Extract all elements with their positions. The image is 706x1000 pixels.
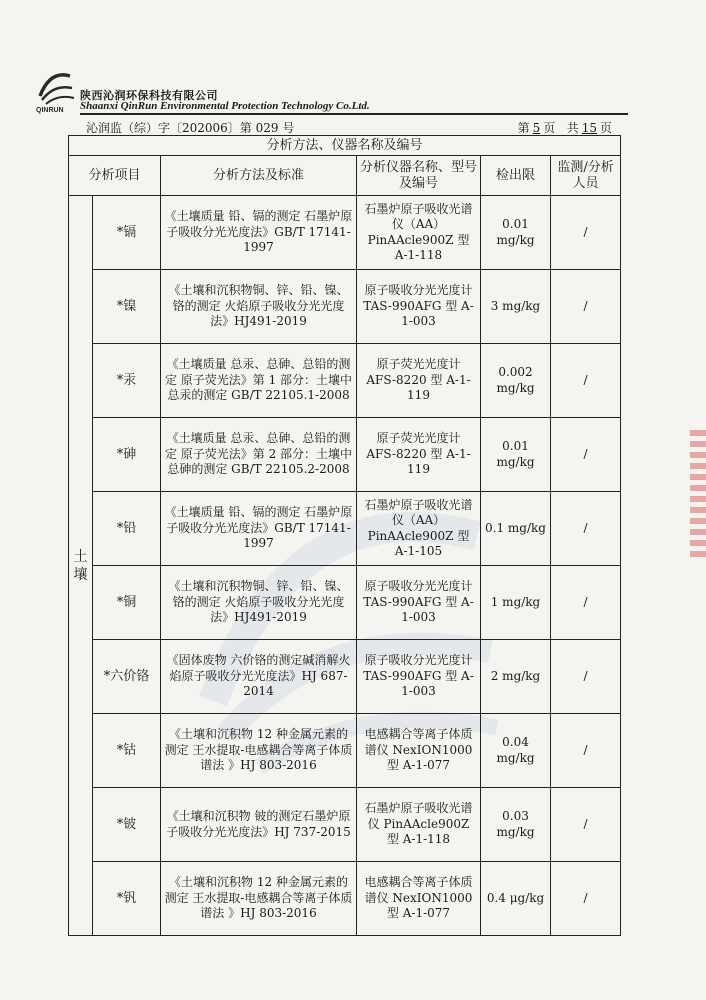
table-header-row: [69, 156, 621, 196]
analyst-cell: /: [551, 196, 621, 270]
total-prefix: 共: [566, 121, 579, 135]
analyst-cell: /: [551, 492, 621, 566]
detection-limit-cell: 0.01 mg/kg: [481, 418, 551, 492]
table-row: [69, 270, 621, 344]
total-pages: 15: [581, 121, 597, 135]
header-analyst: 监测/分析人员: [551, 156, 621, 196]
total-unit: 页: [599, 121, 612, 135]
analyst-cell: /: [551, 640, 621, 714]
analysis-item-cell: *铜: [93, 566, 161, 640]
analyst-cell: /: [551, 862, 621, 936]
instrument-cell: 电感耦合等离子体质谱仪 NexION1000 型 A-1-077: [357, 862, 481, 936]
company-logo-icon: [36, 66, 76, 114]
analysis-method-table: [68, 135, 621, 936]
method-cell: 《土壤质量 铅、镉的测定 石墨炉原子吸收分光光度法》GB/T 17141-1997: [161, 196, 357, 270]
table-row: [69, 714, 621, 788]
analysis-item-cell: *铅: [93, 492, 161, 566]
table-row: [69, 418, 621, 492]
analyst-cell: /: [551, 418, 621, 492]
company-name-en: Shaanxi QinRun Environmental Protection Technology Co.Ltd.: [80, 100, 370, 112]
header-method: 分析方法及标准: [161, 156, 357, 196]
analysis-item-cell: *砷: [93, 418, 161, 492]
instrument-cell: 电感耦合等离子体质谱仪 NexION1000 型 A-1-077: [357, 714, 481, 788]
analysis-item-cell: *镍: [93, 270, 161, 344]
analysis-item-cell: *铍: [93, 788, 161, 862]
instrument-cell: 石墨炉原子吸收光谱仪（AA）PinAAcle900Z 型 A-1-118: [357, 196, 481, 270]
detection-limit-cell: 0.01 mg/kg: [481, 196, 551, 270]
company-name-cn: 陕西沁润环保科技有限公司: [80, 89, 218, 102]
table-row: [69, 788, 621, 862]
page-info: [518, 119, 612, 136]
analyst-cell: /: [551, 566, 621, 640]
analyst-cell: /: [551, 788, 621, 862]
analyst-cell: /: [551, 270, 621, 344]
instrument-cell: 原子吸收分光光度计 TAS-990AFG 型 A-1-003: [357, 640, 481, 714]
instrument-cell: 原子荧光光度计 AFS-8220 型 A-1-119: [357, 344, 481, 418]
table-title: 分析方法、仪器名称及编号: [69, 136, 621, 156]
table-row: [69, 566, 621, 640]
detection-limit-cell: 1 mg/kg: [481, 566, 551, 640]
header-instrument: 分析仪器名称、型号及编号: [357, 156, 481, 196]
method-cell: 《土壤和沉积物 12 种金属元素的测定 王水提取-电感耦合等离子体质谱法 》HJ 803-2016: [161, 714, 357, 788]
analysis-item-cell: *钴: [93, 714, 161, 788]
table-row: [69, 344, 621, 418]
analyst-cell: /: [551, 344, 621, 418]
detection-limit-cell: 3 mg/kg: [481, 270, 551, 344]
table-row: [69, 492, 621, 566]
table-row: [69, 862, 621, 936]
header-detection-limit: 检出限: [481, 156, 551, 196]
analysis-item-cell: *钒: [93, 862, 161, 936]
method-cell: 《固体废物 六价铬的测定碱消解火焰原子吸收分光光度法》HJ 687-2014: [161, 640, 357, 714]
detection-limit-cell: 0.002 mg/kg: [481, 344, 551, 418]
method-cell: 《土壤质量 总汞、总砷、总铅的测定 原子荧光法》第 2 部分：土壤中总砷的测定 GB/T 22105.2-2008: [161, 418, 357, 492]
table-title-row: [69, 136, 621, 156]
method-cell: 《土壤质量 总汞、总砷、总铅的测定 原子荧光法》第 1 部分：土壤中总汞的测定 GB/T 22105.1-2008: [161, 344, 357, 418]
seal-stamp-edge: [690, 430, 706, 560]
page-prefix: 第: [517, 121, 530, 135]
instrument-cell: 石墨炉原子吸收光谱仪（AA）PinAAcle900Z 型 A-1-105: [357, 492, 481, 566]
table-row: [69, 640, 621, 714]
header-divider: [80, 113, 628, 115]
detection-limit-cell: 0.04 mg/kg: [481, 714, 551, 788]
method-cell: 《土壤和沉积物铜、锌、铅、镍、铬的测定 火焰原子吸收分光光度法》HJ491-2019: [161, 270, 357, 344]
detection-limit-cell: 0.1 mg/kg: [481, 492, 551, 566]
method-cell: 《土壤和沉积物铜、锌、铅、镍、铬的测定 火焰原子吸收分光光度法》HJ491-2019: [161, 566, 357, 640]
detection-limit-cell: 0.4 μg/kg: [481, 862, 551, 936]
method-cell: 《土壤质量 铅、镉的测定 石墨炉原子吸收分光光度法》GB/T 17141-1997: [161, 492, 357, 566]
analysis-item-cell: *汞: [93, 344, 161, 418]
instrument-cell: 石墨炉原子吸收光谱仪 PinAAcle900Z 型 A-1-118: [357, 788, 481, 862]
page-number: 5: [532, 121, 541, 135]
logo-text: QINRUN: [36, 107, 64, 114]
category-cell: 土 壤: [69, 196, 93, 936]
instrument-cell: 原子吸收分光光度计 TAS-990AFG 型 A-1-003: [357, 566, 481, 640]
method-cell: 《土壤和沉积物 铍的测定石墨炉原子吸收分光光度法》HJ 737-2015: [161, 788, 357, 862]
analyst-cell: /: [551, 714, 621, 788]
instrument-cell: 原子荧光光度计 AFS-8220 型 A-1-119: [357, 418, 481, 492]
detection-limit-cell: 0.03 mg/kg: [481, 788, 551, 862]
page-unit: 页: [543, 121, 556, 135]
analysis-item-cell: *镉: [93, 196, 161, 270]
document-number: 沁润监（综）字〔202006〕第 029 号: [86, 121, 295, 135]
method-cell: 《土壤和沉积物 12 种金属元素的测定 王水提取-电感耦合等离子体质谱法 》HJ 803-2016: [161, 862, 357, 936]
detection-limit-cell: 2 mg/kg: [481, 640, 551, 714]
instrument-cell: 原子吸收分光光度计 TAS-990AFG 型 A-1-003: [357, 270, 481, 344]
table-row: [69, 196, 621, 270]
analysis-item-cell: *六价铬: [93, 640, 161, 714]
header-analysis-item: 分析项目: [69, 156, 161, 196]
